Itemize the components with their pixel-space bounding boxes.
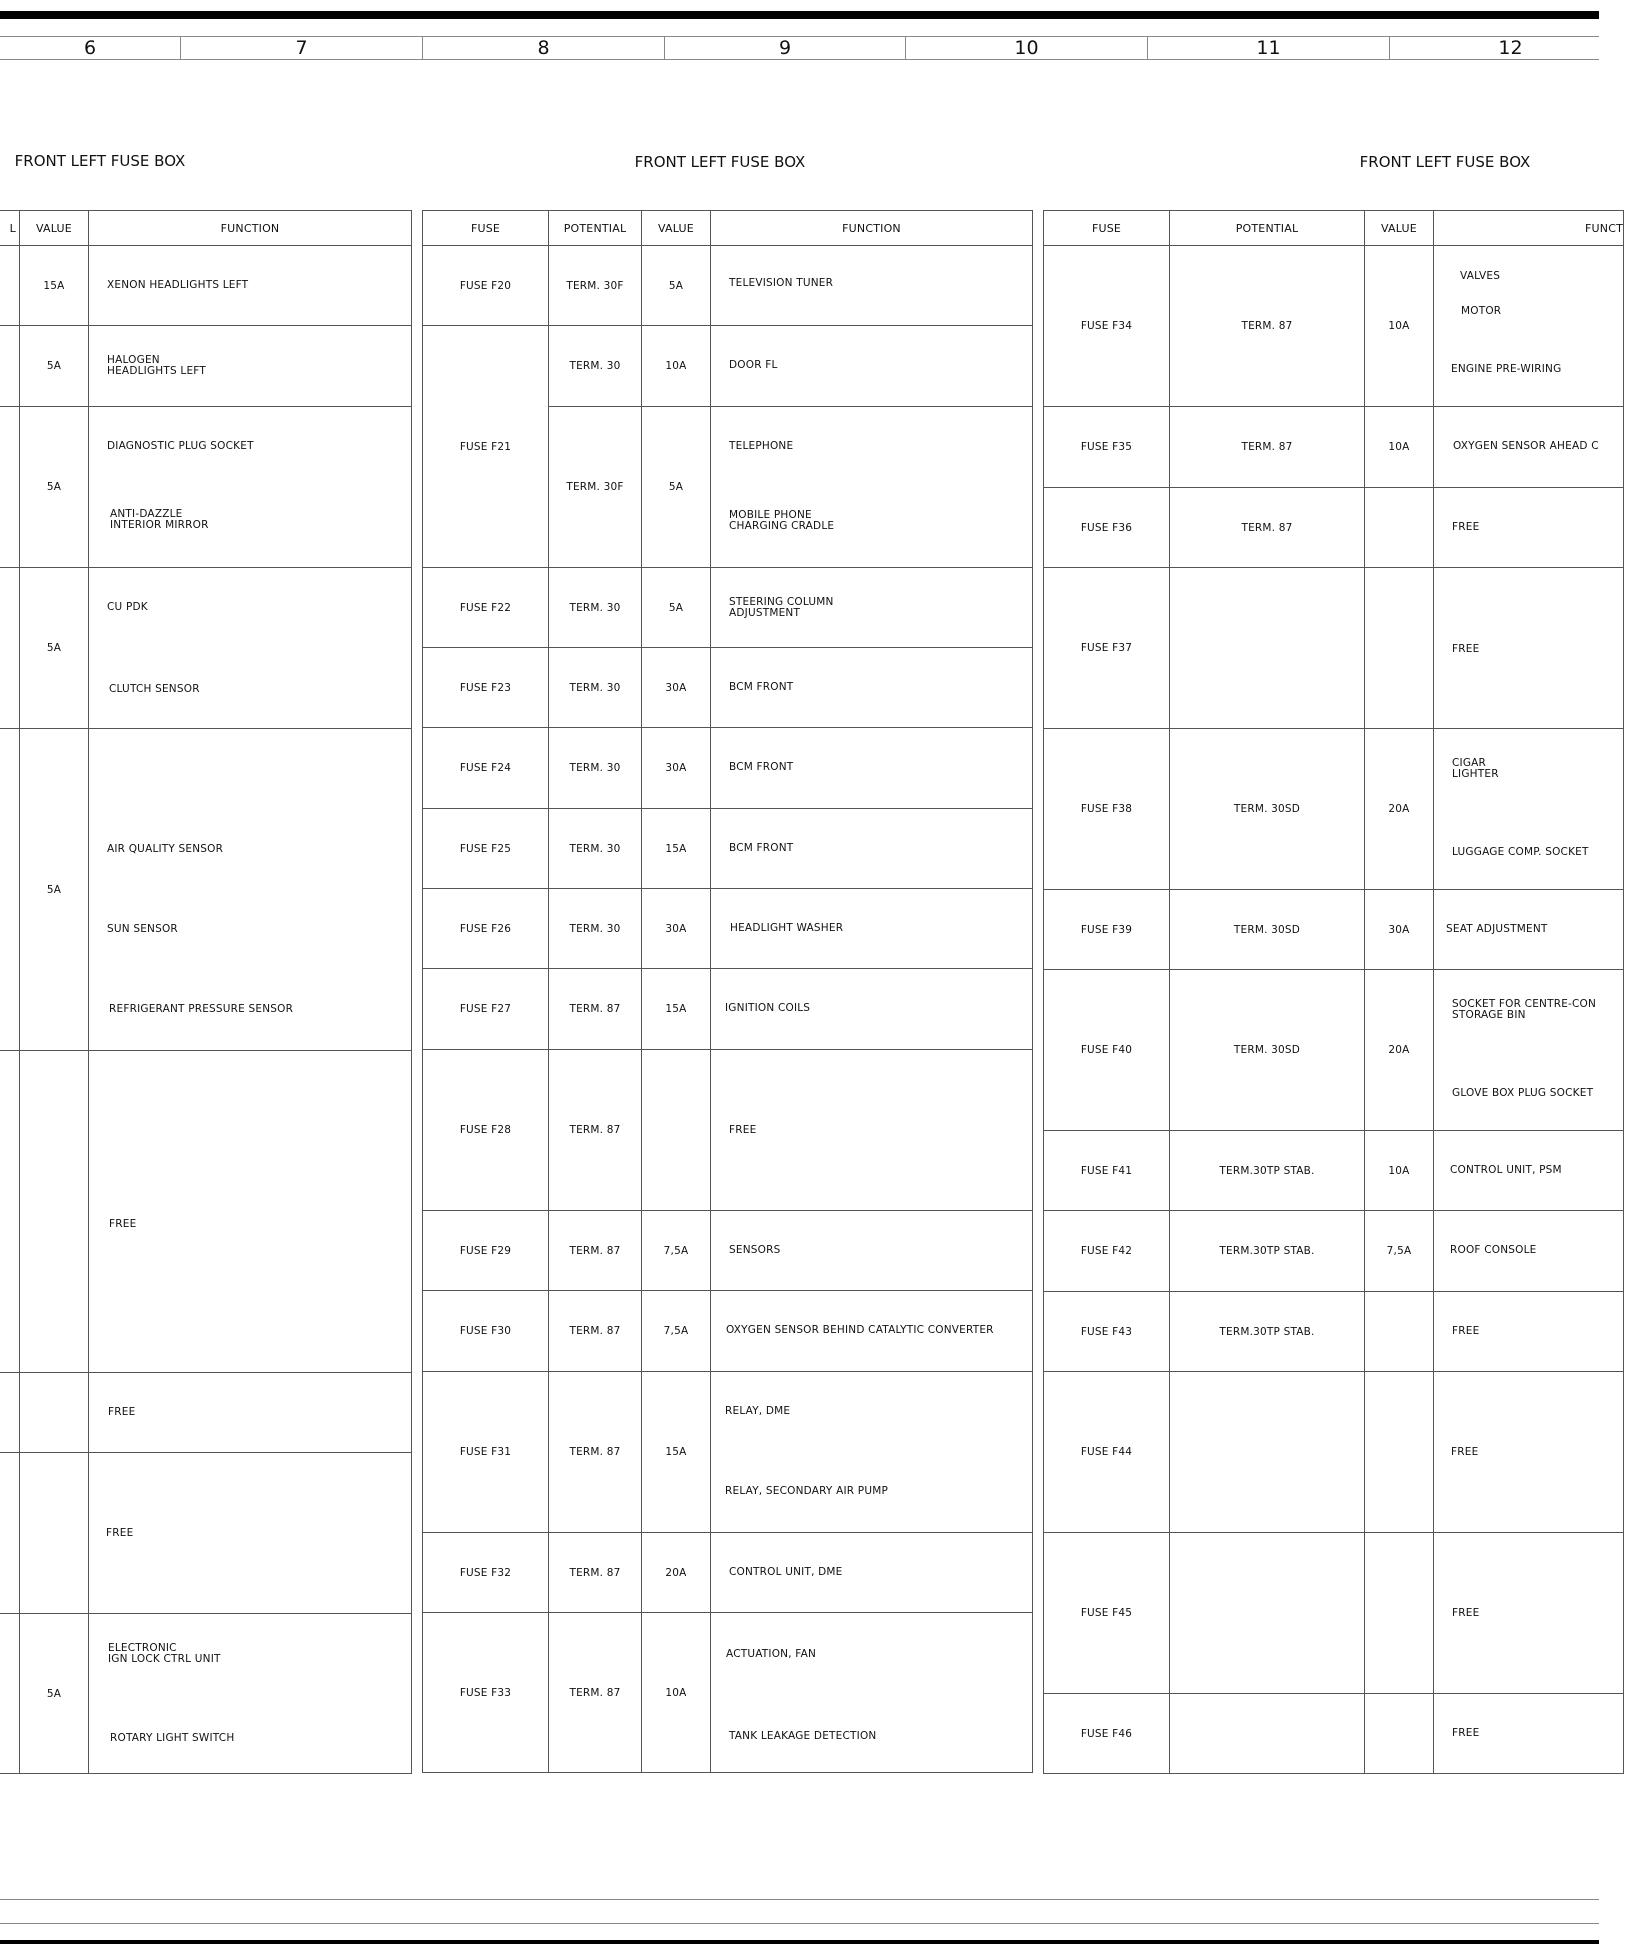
fuse-function: STEERING COLUMN ADJUSTMENT [711,568,1033,648]
fuse-value: 5A [20,326,89,407]
fuse-function: VALVES MOTOR ENGINE PRE-WIRING [1434,246,1624,407]
table-row [1044,1211,1624,1292]
header-fuse: FUSE [423,211,549,246]
fuse-value: 15A [642,969,711,1050]
fuse-id: FUSE F26 [423,889,549,969]
fuse-box-title-right: FRONT LEFT FUSE BOX [1359,153,1531,171]
fuse-function: BCM FRONT [711,809,1033,889]
fuse-value [642,1050,711,1211]
ruler-cell-10: 10 [905,37,1147,59]
fuse-value: 10A [1365,1131,1434,1211]
fuse-function: HEADLIGHT WASHER [711,889,1033,969]
table-row [0,1614,412,1774]
fuse-function: BCM FRONT [711,648,1033,728]
header-value: VALUE [1365,211,1434,246]
fuse-value: 20A [642,1533,711,1613]
fuse-function: CONTROL UNIT, PSM [1434,1131,1624,1211]
table-row [0,407,412,568]
fuse-id: FUSE F43 [1044,1292,1170,1372]
table-row [0,1051,412,1373]
fuse-potential: TERM.30TP STAB. [1170,1292,1365,1372]
fuse-table-left [0,210,412,1774]
table-row [423,1211,1033,1291]
fuse-id: FUSE F45 [1044,1533,1170,1694]
fuse-value: 5A [642,407,711,568]
fuse-value: 7,5A [642,1211,711,1291]
table-row [423,1050,1033,1211]
fuse-id: FUSE F44 [1044,1372,1170,1533]
fuse-id: FUSE F33 [423,1613,549,1773]
fuse-potential: TERM. 87 [1170,407,1365,488]
top-border-bar [0,11,1599,19]
fuse-id: FUSE F38 [1044,729,1170,890]
table-row [0,1373,412,1453]
fuse-potential: TERM. 30SD [1170,890,1365,970]
fuse-value: 20A [1365,970,1434,1131]
fuse-value: 5A [642,246,711,326]
table-row [1044,729,1624,890]
ruler-cell-11: 11 [1147,37,1389,59]
fuse-potential: TERM. 30 [549,889,642,969]
fuse-value: 15A [20,246,89,326]
fuse-value [1365,1372,1434,1533]
fuse-box-title-left: FRONT LEFT FUSE BOX [14,152,186,170]
table-row [1044,1533,1624,1694]
fuse-potential: TERM. 30 [549,326,642,407]
grid-ruler [0,36,1599,60]
fuse-value: 20A [1365,729,1434,890]
table-row [423,809,1033,889]
table-row [423,1613,1033,1773]
table-row [1044,246,1624,407]
table-row [423,889,1033,969]
fuse-function: XENON HEADLIGHTS LEFT [89,246,412,326]
fuse-value: 30A [642,889,711,969]
fuse-potential: TERM.30TP STAB. [1170,1131,1365,1211]
ruler-cell-12: 12 [1389,37,1631,59]
fuse-value [1365,1292,1434,1372]
fuse-id: FUSE F41 [1044,1131,1170,1211]
fuse-value: 5A [20,568,89,729]
fuse-potential: TERM. 30 [549,809,642,889]
table-row [1044,970,1624,1131]
fuse-function: SENSORS [711,1211,1033,1291]
table-row [423,648,1033,728]
fuse-potential: TERM. 30 [549,568,642,648]
fuse-id: FUSE F24 [423,728,549,809]
fuse-value: 5A [20,407,89,568]
fuse-potential: TERM. 30F [549,246,642,326]
fuse-potential: TERM.30TP STAB. [1170,1211,1365,1292]
table-row [423,246,1033,326]
fuse-function: FREE [1434,1694,1624,1774]
fuse-function: TELEPHONE MOBILE PHONE CHARGING CRADLE [711,407,1033,568]
fuse-potential: TERM. 87 [549,1211,642,1291]
fuse-function: FREE [1434,1372,1624,1533]
fuse-function: ELECTRONIC IGN LOCK CTRL UNIT ROTARY LIGHT SWITCH [89,1614,412,1774]
fuse-potential: TERM. 87 [549,1291,642,1372]
fuse-function: FREE [1434,488,1624,568]
fuse-function: BCM FRONT [711,728,1033,809]
fuse-function: FREE [1434,568,1624,729]
table-row [0,568,412,729]
fuse-potential: TERM. 30F [549,407,642,568]
ruler-cell-9: 9 [664,37,905,59]
fuse-id: FUSE F36 [1044,488,1170,568]
fuse-id: FUSE F40 [1044,970,1170,1131]
fuse-value: 10A [1365,407,1434,488]
fuse-value [1365,568,1434,729]
header-function: FUNCT [1434,211,1624,246]
fuse-id: FUSE F39 [1044,890,1170,970]
fuse-function: HALOGEN HEADLIGHTS LEFT [89,326,412,407]
fuse-potential: TERM. 87 [549,1613,642,1773]
header-function: FUNCTION [711,211,1033,246]
fuse-potential: TERM. 30SD [1170,970,1365,1131]
fuse-value [1365,1533,1434,1694]
table-row [0,1453,412,1614]
fuse-potential [1170,1372,1365,1533]
fuse-value: 5A [20,1614,89,1774]
fuse-value: 7,5A [642,1291,711,1372]
fuse-id: FUSE F37 [1044,568,1170,729]
header-value: VALUE [642,211,711,246]
fuse-function: SEAT ADJUSTMENT [1434,890,1624,970]
table-row [423,1533,1033,1613]
table-row [423,969,1033,1050]
fuse-id: FUSE F34 [1044,246,1170,407]
fuse-function: FREE [89,1051,412,1373]
fuse-function: ROOF CONSOLE [1434,1211,1624,1292]
fuse-value: 5A [642,568,711,648]
fuse-potential: TERM. 87 [1170,246,1365,407]
fuse-value: 10A [1365,246,1434,407]
fuse-id: FUSE F29 [423,1211,549,1291]
header-value: VALUE [20,211,89,246]
fuse-function: IGNITION COILS [711,969,1033,1050]
table-row [423,568,1033,648]
fuse-id: FUSE F42 [1044,1211,1170,1292]
bottom-border-bar [0,1940,1599,1944]
header-fuse: FUSE [1044,211,1170,246]
fuse-id: FUSE F32 [423,1533,549,1613]
fuse-id: FUSE F28 [423,1050,549,1211]
fuse-potential: TERM. 30SD [1170,729,1365,890]
table-header-row [0,211,412,246]
header-potential: POTENTIAL [1170,211,1365,246]
fuse-value: 10A [642,326,711,407]
fuse-function: DIAGNOSTIC PLUG SOCKET ANTI-DAZZLE INTERIOR MIRROR [89,407,412,568]
table-row [423,728,1033,809]
fuse-id: FUSE F21 [423,326,549,568]
table-row [0,326,412,407]
fuse-table-middle [422,210,1033,1773]
fuse-id: FUSE F30 [423,1291,549,1372]
table-row [1044,1292,1624,1372]
ruler-cell-8: 8 [422,37,664,59]
fuse-function: FREE [1434,1292,1624,1372]
fuse-id: FUSE F46 [1044,1694,1170,1774]
fuse-function: FREE [1434,1533,1624,1694]
fuse-value [1365,488,1434,568]
header-potential: POTENTIAL [549,211,642,246]
fuse-value: 30A [642,728,711,809]
table-row [1044,1131,1624,1211]
table-header-row [423,211,1033,246]
ruler-cell-7: 7 [180,37,422,59]
fuse-function: AIR QUALITY SENSOR SUN SENSOR REFRIGERANT PRESSURE SENSOR [89,729,412,1051]
table-row [423,1291,1033,1372]
fuse-potential [1170,1533,1365,1694]
footer-divider [0,1899,1599,1900]
fuse-id: FUSE F27 [423,969,549,1050]
fuse-function: CU PDK CLUTCH SENSOR [89,568,412,729]
fuse-value: 30A [642,648,711,728]
footer-divider [0,1923,1599,1924]
fuse-value: 30A [1365,890,1434,970]
fuse-id: FUSE F31 [423,1372,549,1533]
fuse-box-title-middle: FRONT LEFT FUSE BOX [634,153,806,171]
table-row [1044,568,1624,729]
fuse-value: 15A [642,809,711,889]
fuse-potential: TERM. 87 [1170,488,1365,568]
fuse-value [1365,1694,1434,1774]
fuse-id: FUSE F20 [423,246,549,326]
table-row [423,1372,1033,1533]
fuse-potential: TERM. 87 [549,1533,642,1613]
fuse-function: RELAY, DME RELAY, SECONDARY AIR PUMP [711,1372,1033,1533]
fuse-id: FUSE F25 [423,809,549,889]
table-row [1044,407,1624,488]
header-function: FUNCTION [89,211,412,246]
fuse-potential: TERM. 87 [549,1050,642,1211]
fuse-function: OXYGEN SENSOR BEHIND CATALYTIC CONVERTER [711,1291,1033,1372]
fuse-potential: TERM. 87 [549,1372,642,1533]
fuse-function: SOCKET FOR CENTRE-CON STORAGE BIN GLOVE BOX PLUG SOCKET [1434,970,1624,1131]
fuse-function: OXYGEN SENSOR AHEAD C [1434,407,1624,488]
fuse-potential [1170,568,1365,729]
fuse-id: FUSE F22 [423,568,549,648]
fuse-potential: TERM. 87 [549,969,642,1050]
fuse-value: 7,5A [1365,1211,1434,1292]
fuse-potential: TERM. 30 [549,648,642,728]
fuse-function: ACTUATION, FAN TANK LEAKAGE DETECTION [711,1613,1033,1773]
fuse-value: 10A [642,1613,711,1773]
fuse-function: FREE [89,1453,412,1614]
fuse-potential: TERM. 30 [549,728,642,809]
ruler-cell-6: 6 [83,37,97,59]
table-header-row [1044,211,1624,246]
table-row [0,246,412,326]
header-potential: L [0,211,20,246]
fuse-id: FUSE F35 [1044,407,1170,488]
fuse-value: 5A [20,729,89,1051]
fuse-function: FREE [711,1050,1033,1211]
table-row [0,729,412,1051]
fuse-function: CONTROL UNIT, DME [711,1533,1033,1613]
fuse-function: CIGAR LIGHTER LUGGAGE COMP. SOCKET [1434,729,1624,890]
table-row [1044,890,1624,970]
fuse-function: FREE [89,1373,412,1453]
fuse-value: 15A [642,1372,711,1533]
fuse-id: FUSE F23 [423,648,549,728]
fuse-potential [1170,1694,1365,1774]
table-row [423,326,1033,407]
fuse-function: TELEVISION TUNER [711,246,1033,326]
table-row [1044,1694,1624,1774]
table-row [1044,488,1624,568]
fuse-table-right [1043,210,1624,1774]
fuse-function: DOOR FL [711,326,1033,407]
table-row [1044,1372,1624,1533]
